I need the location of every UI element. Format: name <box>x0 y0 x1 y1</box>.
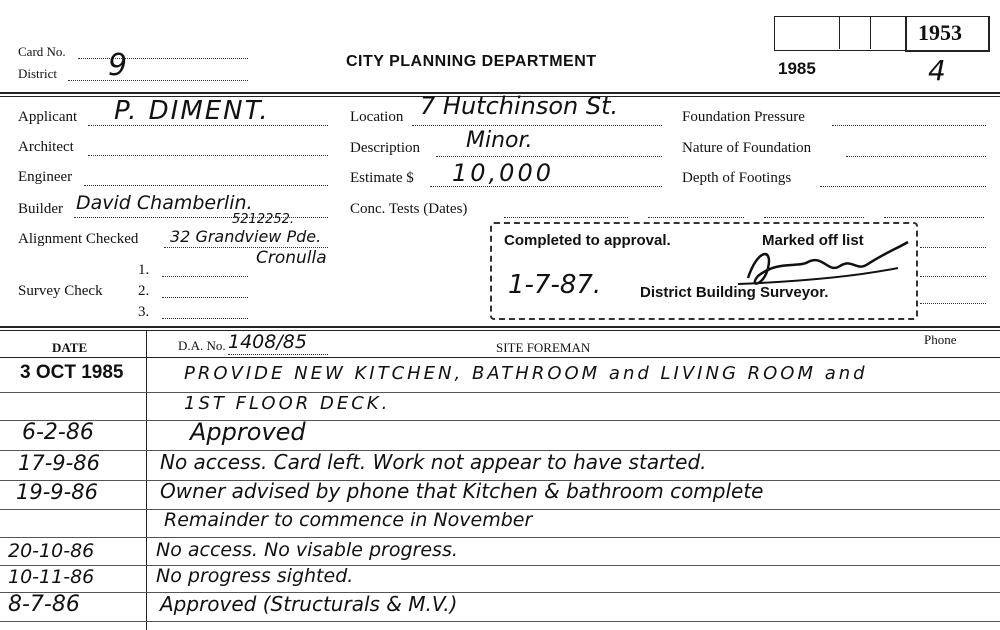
log-row-rule <box>0 565 1000 566</box>
stamp-surveyor-text: District Building Surveyor. <box>640 284 829 301</box>
log-date: 17-9-86 <box>18 451 100 475</box>
log-header-rule <box>0 357 1000 358</box>
surveyor-signature <box>728 238 918 298</box>
log-date: 20-10-86 <box>8 540 95 562</box>
log-entry-text: No access. No visable progress. <box>156 539 458 561</box>
log-entry-text: 1ST FLOOR DECK. <box>184 393 391 414</box>
log-entry-text: Remainder to commence in November <box>164 509 533 531</box>
depth-footings-line <box>820 186 986 187</box>
description-value: Minor. <box>466 128 533 153</box>
builder-value: David Chamberlin. <box>76 192 253 214</box>
survey-3-label: 3. <box>138 304 150 320</box>
card-no-line <box>78 58 248 59</box>
department-title: CITY PLANNING DEPARTMENT <box>346 53 597 70</box>
year: 1985 <box>778 59 816 78</box>
box-divider <box>839 16 840 49</box>
log-row-rule <box>0 392 1000 393</box>
log-top-rule-thin <box>0 330 1000 331</box>
conc-tests-label: Conc. Tests (Dates) <box>350 201 468 217</box>
nature-foundation-line <box>846 156 986 157</box>
log-entry-text: PROVIDE NEW KITCHEN, BATHROOM and LIVING ROOM and <box>184 363 868 384</box>
suburb-value: Cronulla <box>256 248 327 268</box>
builder-phone: 5212252. <box>232 212 295 227</box>
nature-foundation-label: Nature of Foundation <box>682 140 812 156</box>
alignment-value: 32 Grandview Pde. <box>170 227 322 246</box>
log-row-rule <box>0 621 1000 622</box>
survey-2-label: 2. <box>138 283 150 299</box>
survey-1-label: 1. <box>138 262 150 278</box>
card-number: 1953 <box>918 20 962 45</box>
conc-tests-line-3 <box>764 217 864 218</box>
location-value: 7 Hutchinson St. <box>420 92 619 120</box>
stamp-date: 1-7-87. <box>508 270 602 300</box>
box-divider <box>905 16 907 51</box>
box-divider <box>870 16 871 49</box>
log-row-rule <box>0 592 1000 593</box>
log-date: 10-11-86 <box>8 566 95 588</box>
log-date: 3 OCT 1985 <box>20 362 124 383</box>
box-divider <box>988 16 990 52</box>
survey-label: Survey Check <box>18 283 103 299</box>
foundation-pressure-line <box>832 125 986 126</box>
applicant-value: P. DIMENT. <box>114 96 270 126</box>
conc-tests-line-4 <box>884 217 984 218</box>
card-no-label: Card No. <box>18 44 66 59</box>
site-foreman-header: SITE FOREMAN <box>496 340 591 355</box>
stamp-side-line <box>920 276 986 277</box>
description-label: Description <box>350 140 420 156</box>
log-date: 8-7-86 <box>8 592 80 617</box>
applicant-label: Applicant <box>18 109 78 125</box>
log-date: 6-2-86 <box>22 420 94 445</box>
estimate-value: 10,000 <box>452 159 554 187</box>
log-date: 19-9-86 <box>16 480 98 504</box>
location-line <box>412 125 662 126</box>
conc-tests-line-2 <box>648 217 744 218</box>
district-line <box>68 80 248 81</box>
stamp-side-line <box>920 303 986 304</box>
architect-label: Architect <box>18 139 74 155</box>
stamp-marked-off-text: Marked off list <box>762 232 864 249</box>
architect-line <box>88 155 328 156</box>
location-label: Location <box>350 109 404 125</box>
stamp-side-line <box>920 247 986 248</box>
stamp-completed-text: Completed to approval. <box>504 232 671 249</box>
da-value: 1408/85 <box>228 331 307 353</box>
da-label: D.A. No. <box>178 338 226 353</box>
log-top-rule <box>0 326 1000 328</box>
survey-2-line <box>162 297 248 298</box>
district-value: 9 <box>108 48 128 83</box>
engineer-line <box>84 185 328 186</box>
foundation-pressure-label: Foundation Pressure <box>682 109 805 125</box>
survey-3-line <box>162 318 248 319</box>
depth-footings-label: Depth of Footings <box>682 170 792 186</box>
log-entry-text: Approved (Structurals & M.V.) <box>160 592 458 616</box>
alignment-label: Alignment Checked <box>18 231 139 247</box>
log-entry-text: Approved <box>190 418 306 446</box>
phone-header: Phone <box>924 332 957 347</box>
builder-label: Builder <box>18 201 63 217</box>
date-header: DATE <box>52 340 88 355</box>
district-label: District <box>18 66 57 81</box>
estimate-label: Estimate $ <box>350 170 414 186</box>
survey-1-line <box>162 276 248 277</box>
conc-tests-line <box>504 217 628 218</box>
log-entry-text: No progress sighted. <box>156 565 354 587</box>
handwritten-mark: 4 <box>928 54 946 87</box>
log-entry-text: Owner advised by phone that Kitchen & bathroom complete <box>160 479 764 503</box>
log-row-rule <box>0 537 1000 538</box>
log-entry-text: No access. Card left. Work not appear to have started. <box>160 450 707 474</box>
description-line <box>436 156 662 157</box>
da-line <box>228 354 328 355</box>
engineer-label: Engineer <box>18 169 73 185</box>
box-underline <box>905 50 990 52</box>
log-row-rule <box>0 420 1000 421</box>
